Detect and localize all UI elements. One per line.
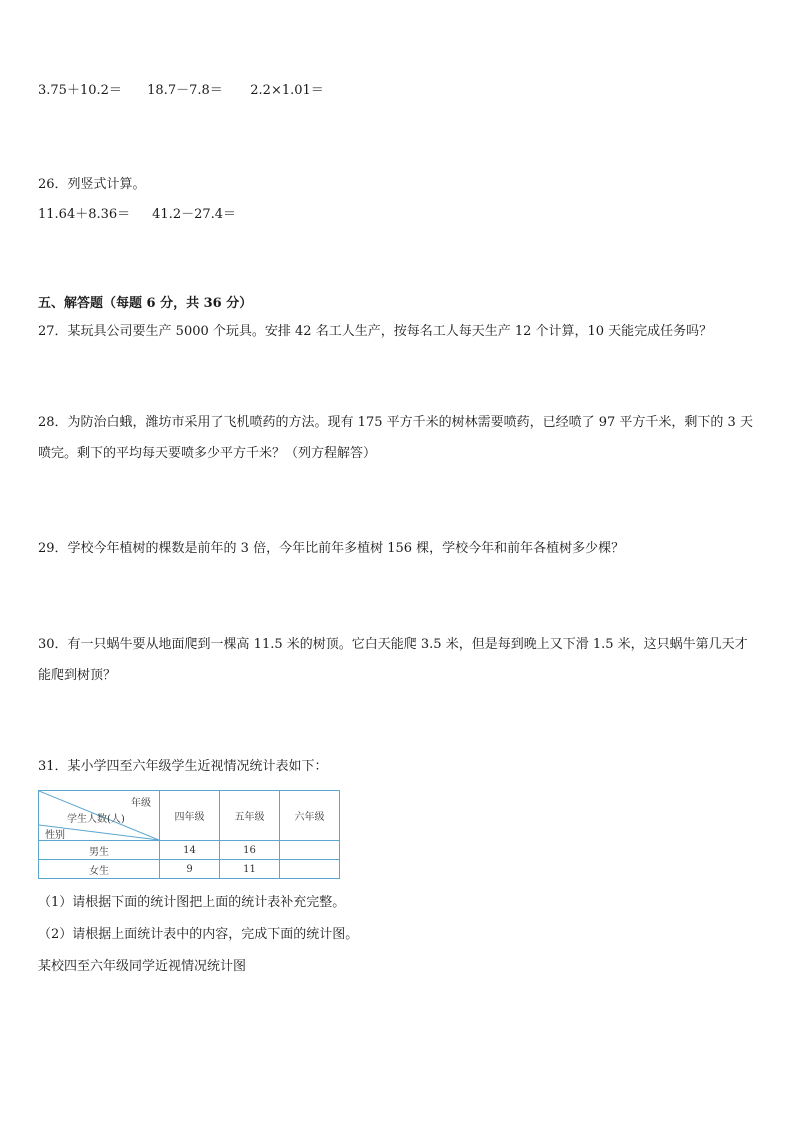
diagonal-header-cell — [39, 791, 160, 841]
calc-item: 3.75＋10.2＝ — [38, 83, 122, 98]
table-cell: 11 — [220, 860, 280, 879]
q26-title: 26．列竖式计算。 — [38, 177, 146, 192]
column-header: 五年级 — [220, 791, 280, 841]
q26-calc-row — [38, 206, 236, 224]
question-31-title: 31．某小学四至六年级学生近视情况统计表如下： — [38, 759, 328, 774]
question-29: 29．学校今年植树的棵数是前年的 3 倍，今年比前年多植树 156 棵，学校今年和前年各植树多少棵？ — [38, 541, 625, 556]
question-28: 28．为防治白蛾，潍坊市采用了飞机喷药的方法。现有 175 平方千米的树林需要喷药，已经喷了 97 平方千米，剩下的 3 天喷完。剩下的平均每天要喷多少平方千米？（列方程解答） — [38, 415, 753, 461]
myopia-stats-table — [38, 790, 340, 879]
table-cell: 16 — [220, 841, 280, 860]
table-cell: 9 — [160, 860, 220, 879]
row-label: 女生 — [39, 860, 160, 879]
calc-item: 18.7－7.8＝ — [147, 83, 223, 98]
calc-item: 11.64＋8.36＝ — [38, 207, 131, 222]
table-header-row — [39, 791, 340, 841]
calc-row-top — [38, 82, 324, 100]
column-header: 四年级 — [160, 791, 220, 841]
question-30: 30．有一只蜗牛要从地面爬到一棵高 11.5 米的树顶。它白天能爬 3.5 米，但是每到晚上又下滑 1.5 米，这只蜗牛第几天才能爬到树顶？ — [38, 637, 748, 683]
question-27: 27．某玩具公司要生产 5000 个玩具。安排 42 名工人生产，按每名工人每天生产 12 个计算，10 天能完成任务吗？ — [38, 324, 713, 339]
table-cell-blank[interactable] — [280, 860, 340, 879]
row-label: 男生 — [39, 841, 160, 860]
calc-item: 41.2－27.4＝ — [152, 207, 237, 222]
header-grade-label: 年级 — [131, 798, 151, 809]
table-cell-blank[interactable] — [280, 841, 340, 860]
calc-item: 2.2×1.01＝ — [250, 83, 324, 98]
header-gender-label: 性别 — [45, 830, 65, 841]
table-row — [39, 860, 340, 879]
column-header: 六年级 — [280, 791, 340, 841]
header-count-label: 学生人数(人) — [67, 814, 125, 825]
section-heading: 五、解答题（每题 6 分，共 36 分） — [38, 296, 253, 311]
question-31-sub1: （1）请根据下面的统计图把上面的统计表补充完整。 — [38, 895, 346, 910]
table-row — [39, 841, 340, 860]
table-cell: 14 — [160, 841, 220, 860]
chart-caption: 某校四至六年级同学近视情况统计图 — [38, 959, 247, 974]
question-31-sub2: （2）请根据上面统计表中的内容，完成下面的统计图。 — [38, 927, 359, 942]
